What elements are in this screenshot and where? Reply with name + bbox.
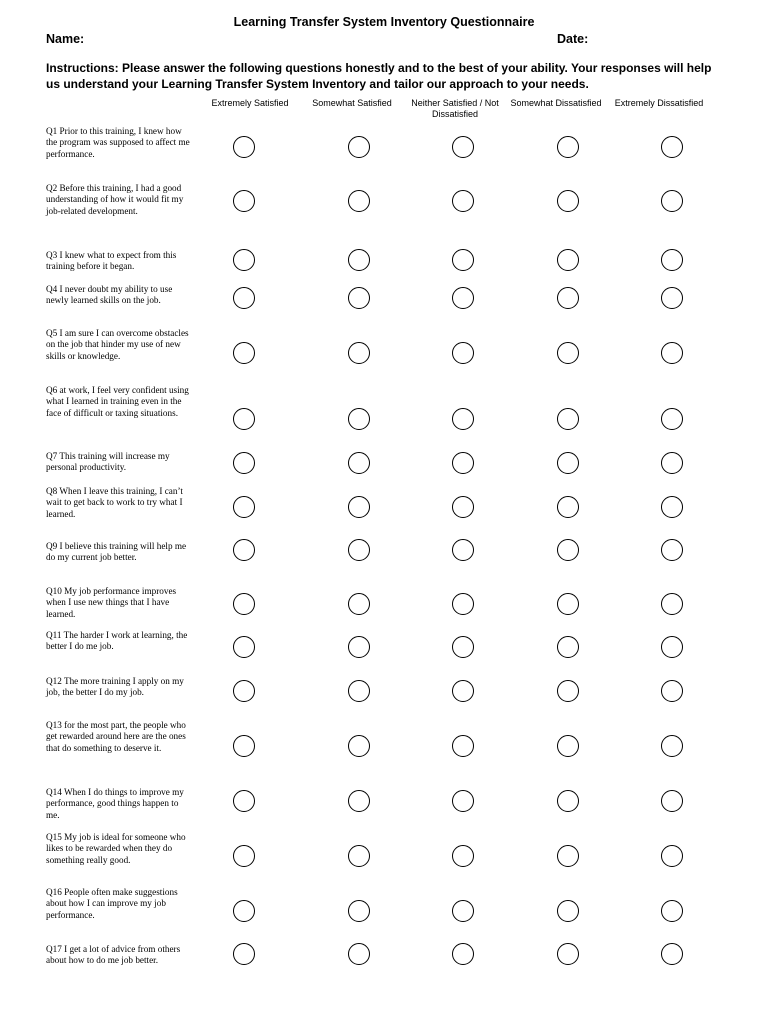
header-neutral: Neither Satisfied / Not Dissatisfied [411,98,499,119]
q16-neutral-radio[interactable] [452,900,474,922]
q16-somewhat-dissatisfied-radio[interactable] [557,900,579,922]
q8-extremely-satisfied-radio[interactable] [233,496,255,518]
q16-somewhat-satisfied-radio[interactable] [348,900,370,922]
q2-neutral-radio[interactable] [452,190,474,212]
question-8-text: Q8 When I leave this training, I can’t wait to get back to work to try what I learned. [46,486,183,519]
q14-neutral-radio[interactable] [452,790,474,812]
question-12-text: Q12 The more training I apply on my job, the better I do my job. [46,676,184,698]
question-4-text: Q4 I never doubt my ability to use newly learned skills on the job. [46,284,173,306]
q6-neutral-radio[interactable] [452,408,474,430]
q15-neutral-radio[interactable] [452,845,474,867]
q9-extremely-dissatisfied-radio[interactable] [661,539,683,561]
question-14-text: Q14 When I do things to improve my performance, good things happen to me. [46,787,184,820]
q1-somewhat-satisfied-radio[interactable] [348,136,370,158]
question-11-text: Q11 The harder I work at learning, the better I do me job. [46,630,188,652]
q11-extremely-satisfied-radio[interactable] [233,636,255,658]
q1-extremely-satisfied-radio[interactable] [233,136,255,158]
form-title: Learning Transfer System Inventory Questionnaire [233,15,535,29]
q9-somewhat-satisfied-radio[interactable] [348,539,370,561]
header-somewhat-dissatisfied: Somewhat Dissatisfied [510,98,602,108]
q3-neutral-radio[interactable] [452,249,474,271]
q16-extremely-dissatisfied-radio[interactable] [661,900,683,922]
header-extremely-satisfied: Extremely Satisfied [211,98,289,108]
q6-somewhat-dissatisfied-radio[interactable] [557,408,579,430]
q5-extremely-dissatisfied-radio[interactable] [661,342,683,364]
question-13-text: Q13 for the most part, the people who get rewarded around here are the ones that do something to deserve it. [46,720,186,753]
q17-extremely-dissatisfied-radio[interactable] [661,943,683,965]
question-6-text: Q6 at work, I feel very confident using what I learned in training even in the face of difficult or taxing situations. [46,385,189,418]
header-extremely-dissatisfied: Extremely Dissatisfied [614,98,704,108]
question-3-text: Q3 I knew what to expect from this training before it began. [46,250,177,272]
q7-somewhat-dissatisfied-radio[interactable] [557,452,579,474]
q1-somewhat-dissatisfied-radio[interactable] [557,136,579,158]
q4-extremely-dissatisfied-radio[interactable] [661,287,683,309]
q14-somewhat-satisfied-radio[interactable] [348,790,370,812]
question-2-text: Q2 Before this training, I had a good understanding of how it would fit my job-related development. [46,183,184,216]
q15-somewhat-satisfied-radio[interactable] [348,845,370,867]
q13-somewhat-satisfied-radio[interactable] [348,735,370,757]
q17-neutral-radio[interactable] [452,943,474,965]
q7-extremely-dissatisfied-radio[interactable] [661,452,683,474]
q2-somewhat-satisfied-radio[interactable] [348,190,370,212]
q6-somewhat-satisfied-radio[interactable] [348,408,370,430]
q6-extremely-satisfied-radio[interactable] [233,408,255,430]
q13-extremely-dissatisfied-radio[interactable] [661,735,683,757]
q14-extremely-dissatisfied-radio[interactable] [661,790,683,812]
question-16-text: Q16 People often make suggestions about how I can improve my job performance. [46,887,178,920]
q1-neutral-radio[interactable] [452,136,474,158]
q5-somewhat-dissatisfied-radio[interactable] [557,342,579,364]
q10-extremely-satisfied-radio[interactable] [233,593,255,615]
q8-extremely-dissatisfied-radio[interactable] [661,496,683,518]
q10-somewhat-satisfied-radio[interactable] [348,593,370,615]
q14-extremely-satisfied-radio[interactable] [233,790,255,812]
q9-somewhat-dissatisfied-radio[interactable] [557,539,579,561]
q10-somewhat-dissatisfied-radio[interactable] [557,593,579,615]
q3-extremely-satisfied-radio[interactable] [233,249,255,271]
q10-extremely-dissatisfied-radio[interactable] [661,593,683,615]
q7-extremely-satisfied-radio[interactable] [233,452,255,474]
question-9-text: Q9 I believe this training will help me do my current job better. [46,541,187,563]
q15-extremely-satisfied-radio[interactable] [233,845,255,867]
q14-somewhat-dissatisfied-radio[interactable] [557,790,579,812]
q8-somewhat-satisfied-radio[interactable] [348,496,370,518]
question-7-text: Q7 This training will increase my personal productivity. [46,451,170,473]
header-somewhat-satisfied: Somewhat Satisfied [312,98,392,108]
q13-somewhat-dissatisfied-radio[interactable] [557,735,579,757]
q8-somewhat-dissatisfied-radio[interactable] [557,496,579,518]
q5-neutral-radio[interactable] [452,342,474,364]
q12-extremely-satisfied-radio[interactable] [233,680,255,702]
question-15-text: Q15 My job is ideal for someone who likes to be rewarded when they do something really good. [46,832,186,865]
q12-neutral-radio[interactable] [452,680,474,702]
q15-somewhat-dissatisfied-radio[interactable] [557,845,579,867]
q13-extremely-satisfied-radio[interactable] [233,735,255,757]
q2-extremely-dissatisfied-radio[interactable] [661,190,683,212]
q7-neutral-radio[interactable] [452,452,474,474]
q17-somewhat-dissatisfied-radio[interactable] [557,943,579,965]
date-label: Date: [557,32,589,46]
q2-extremely-satisfied-radio[interactable] [233,190,255,212]
question-17-text: Q17 I get a lot of advice from others about how to do me job better. [46,944,181,966]
q16-extremely-satisfied-radio[interactable] [233,900,255,922]
q11-somewhat-dissatisfied-radio[interactable] [557,636,579,658]
q9-neutral-radio[interactable] [452,539,474,561]
q5-extremely-satisfied-radio[interactable] [233,342,255,364]
q3-somewhat-satisfied-radio[interactable] [348,249,370,271]
question-1-text: Q1 Prior to this training, I knew how the program was supposed to affect me performance. [46,126,190,159]
q4-extremely-satisfied-radio[interactable] [233,287,255,309]
q4-neutral-radio[interactable] [452,287,474,309]
q11-neutral-radio[interactable] [452,636,474,658]
q8-neutral-radio[interactable] [452,496,474,518]
instructions: Instructions: Please answer the following questions honestly and to the best of your ability. Your responses will help us understand your Learning Transfer System Inventory and tailor our approach to your needs. [46,61,712,91]
q6-extremely-dissatisfied-radio[interactable] [661,408,683,430]
q4-somewhat-dissatisfied-radio[interactable] [557,287,579,309]
q11-somewhat-satisfied-radio[interactable] [348,636,370,658]
q11-extremely-dissatisfied-radio[interactable] [661,636,683,658]
question-10-text: Q10 My job performance improves when I use new things that I have learned. [46,586,177,619]
q17-somewhat-satisfied-radio[interactable] [348,943,370,965]
q12-somewhat-satisfied-radio[interactable] [348,680,370,702]
q7-somewhat-satisfied-radio[interactable] [348,452,370,474]
q5-somewhat-satisfied-radio[interactable] [348,342,370,364]
q3-somewhat-dissatisfied-radio[interactable] [557,249,579,271]
q3-extremely-dissatisfied-radio[interactable] [661,249,683,271]
q17-extremely-satisfied-radio[interactable] [233,943,255,965]
q1-extremely-dissatisfied-radio[interactable] [661,136,683,158]
q10-neutral-radio[interactable] [452,593,474,615]
name-label: Name: [46,32,85,46]
q15-extremely-dissatisfied-radio[interactable] [661,845,683,867]
question-5-text: Q5 I am sure I can overcome obstacles on the job that hinder my use of new skills or knowledge. [46,328,189,361]
q2-somewhat-dissatisfied-radio[interactable] [557,190,579,212]
q12-somewhat-dissatisfied-radio[interactable] [557,680,579,702]
q12-extremely-dissatisfied-radio[interactable] [661,680,683,702]
q4-somewhat-satisfied-radio[interactable] [348,287,370,309]
q9-extremely-satisfied-radio[interactable] [233,539,255,561]
q13-neutral-radio[interactable] [452,735,474,757]
